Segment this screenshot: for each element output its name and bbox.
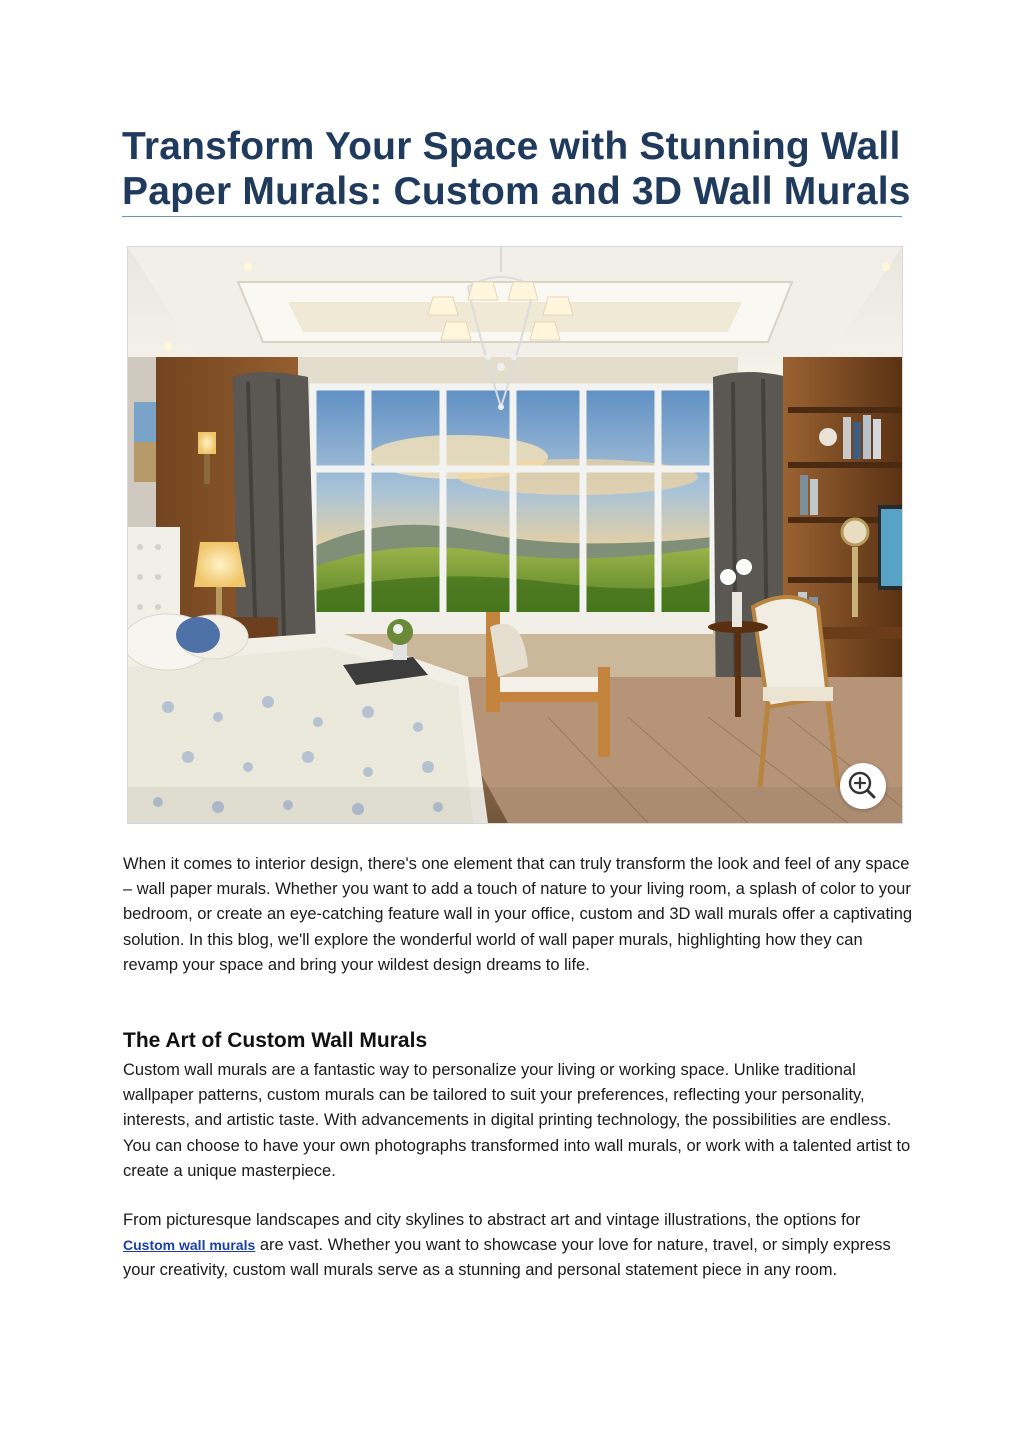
paragraph-text-start: From picturesque landscapes and city skylines to abstract art and vintage illustrations, the options for [123, 1211, 861, 1229]
zoom-button[interactable] [840, 763, 886, 809]
section-heading: The Art of Custom Wall Murals [123, 1029, 428, 1052]
page-title: Transform Your Space with Stunning Wall Paper Murals: Custom and 3D Wall Murals [122, 125, 911, 213]
section-paragraph-2 [123, 1208, 913, 1284]
hero-image [127, 246, 903, 824]
title-divider [122, 216, 902, 217]
paragraph-text-end: are vast. Whether you want to showcase your love for nature, travel, or simply express your creativity, custom wall murals serve as a stunning and personal statement piece in any room. [123, 1236, 891, 1280]
zoom-in-icon [840, 763, 886, 809]
section-paragraph-1: Custom wall murals are a fantastic way to personalize your living or working space. Unlike traditional wallpaper patterns, custom murals can be tailored to suit your preferences, reflecting your personality, interests, and artistic taste. With advancements in digital printing technology, the possibilities are endless. You can choose to have your own photographs transformed into wall murals, or work with a talented artist to create a unique masterpiece. [123, 1061, 911, 1180]
custom-wall-murals-link[interactable]: Custom wall murals [123, 1237, 256, 1254]
bedroom-mural-illustration [128, 247, 902, 823]
intro-paragraph: When it comes to interior design, there's one element that can truly transform the look and feel of any space – wall paper murals. Whether you want to add a touch of nature to your living room, a splash of color to your bedroom, or create an eye-catching feature wall in your office, custom and 3D wall murals offer a captivating solution. In this blog, we'll explore the wonderful world of wall paper murals, highlighting how they can revamp your space and bring your wildest design dreams to life. [123, 855, 913, 974]
